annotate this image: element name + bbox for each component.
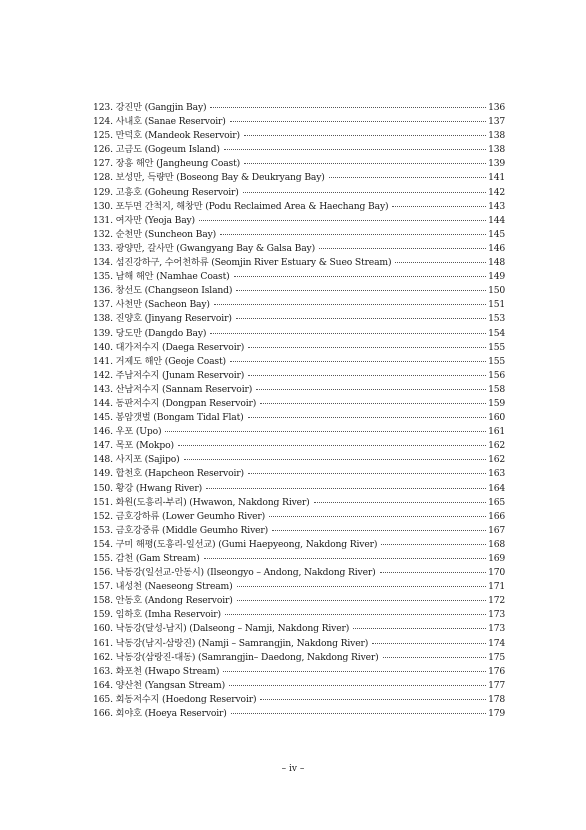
toc-entry-title: 149. 합천호 (Hapcheon Reservoir) — [93, 468, 244, 480]
dot-leader — [260, 699, 486, 700]
toc-entry-title: 148. 사지포 (Sajipo) — [93, 454, 180, 466]
toc-entry[interactable] — [93, 397, 505, 411]
dot-leader — [236, 290, 486, 291]
toc-entry-page-number: 138 — [488, 144, 505, 156]
toc-entry-page-number: 159 — [488, 397, 505, 409]
toc-entry-page-number: 166 — [488, 510, 505, 522]
dot-leader — [178, 445, 486, 446]
toc-entry-title: 159. 임하호 (Imha Reservoir) — [93, 609, 221, 621]
dot-leader — [214, 304, 486, 305]
toc-entry-title: 165. 회동저수지 (Hoedong Reservoir) — [93, 693, 257, 705]
dot-leader — [234, 276, 486, 277]
toc-entry-page-number: 148 — [488, 257, 505, 269]
toc-entry[interactable] — [93, 707, 505, 721]
toc-entry-page-number: 150 — [488, 285, 505, 297]
toc-entry-page-number: 175 — [488, 651, 505, 663]
toc-entry-title: 152. 금호강하류 (Lower Geumho River) — [93, 510, 266, 522]
dot-leader — [223, 671, 486, 672]
dot-leader — [244, 163, 486, 164]
toc-entry-title: 154. 구미 해평(도흥리-일선교) (Gumi Haepyeong, Nakdong River) — [93, 538, 378, 550]
toc-entry-title: 124. 사내호 (Sanae Reservoir) — [93, 116, 226, 128]
toc-entry[interactable] — [93, 411, 505, 425]
dot-leader — [230, 361, 486, 362]
toc-entry-page-number: 146 — [488, 242, 505, 254]
toc-entry-title: 162. 낙동강(삼랑진-대동) (Samrangjin– Daedong, Nakdong River) — [93, 651, 379, 663]
toc-entry[interactable] — [93, 510, 505, 524]
toc-entry-title: 137. 사천만 (Sacheon Bay) — [93, 299, 210, 311]
page-number: – iv – — [281, 764, 305, 774]
toc-entry[interactable] — [93, 383, 505, 397]
toc-entry-title: 157. 내성천 (Naeseong Stream) — [93, 581, 233, 593]
dot-leader — [380, 572, 486, 573]
toc-entry[interactable] — [93, 214, 505, 228]
dot-leader — [260, 403, 486, 404]
toc-entry[interactable] — [93, 524, 505, 538]
toc-entry-page-number: 161 — [488, 426, 505, 438]
dot-leader — [199, 220, 486, 221]
toc-entry[interactable] — [93, 200, 505, 214]
toc-entry-title: 138. 진양호 (Jinyang Reservoir) — [93, 313, 232, 325]
toc-entry-page-number: 155 — [488, 355, 505, 367]
dot-leader — [269, 516, 486, 517]
toc-entry-page-number: 178 — [488, 693, 505, 705]
dot-leader — [210, 333, 486, 334]
dot-leader — [248, 375, 486, 376]
toc-entry[interactable] — [93, 143, 505, 157]
toc-entry-title: 156. 낙동강(일선교-안동시) (Ilseongyo – Andong, Nakdong River) — [93, 567, 376, 579]
toc-entry-page-number: 170 — [488, 567, 505, 579]
toc-entry-page-number: 173 — [488, 609, 505, 621]
toc-entry-page-number: 144 — [488, 214, 505, 226]
dot-leader — [220, 234, 486, 235]
toc-entry[interactable] — [93, 439, 505, 453]
toc-entry[interactable] — [93, 622, 505, 636]
toc-entry-page-number: 136 — [488, 102, 505, 113]
toc-entry[interactable] — [93, 171, 505, 185]
dot-leader — [248, 473, 486, 474]
toc-entry-title: 133. 광양만, 갈사만 (Gwangyang Bay & Galsa Bay) — [93, 242, 315, 254]
toc-entry-title: 140. 대가저수지 (Daega Reservoir) — [93, 341, 245, 353]
toc-entry-title: 129. 고흥호 (Goheung Reservoir) — [93, 186, 239, 198]
toc-entry[interactable] — [93, 129, 505, 143]
toc-entry[interactable] — [93, 482, 505, 496]
toc-entry[interactable] — [93, 679, 505, 693]
toc-entry-title: 132. 순천만 (Suncheon Bay) — [93, 228, 217, 240]
toc-entry-title: 135. 남해 해안 (Namhae Coast) — [93, 271, 230, 283]
toc-entry-title: 144. 동판저수지 (Dongpan Reservoir) — [93, 397, 257, 409]
toc-entry[interactable] — [93, 256, 505, 270]
toc-entry-title: 164. 양산천 (Yangsan Stream) — [93, 679, 226, 691]
dot-leader — [395, 262, 486, 263]
toc-entry[interactable] — [93, 453, 505, 467]
toc-entry-page-number: 154 — [488, 327, 505, 339]
toc-entry-title: 130. 포두면 간척지, 해창만 (Podu Reclaimed Area & Haechang Bay) — [93, 200, 389, 212]
toc-entry-title: 143. 산남저수지 (Sannam Reservoir) — [93, 383, 253, 395]
toc-entry[interactable] — [93, 355, 505, 369]
toc-entry[interactable] — [93, 157, 505, 171]
dot-leader — [392, 206, 486, 207]
toc-entry-page-number: 139 — [488, 158, 505, 170]
toc-entry[interactable] — [93, 496, 505, 510]
toc-entry-page-number: 169 — [488, 553, 505, 564]
dot-leader — [383, 657, 486, 658]
toc-entry-title: 136. 창선도 (Changseon Island) — [93, 285, 233, 297]
toc-entry[interactable] — [93, 228, 505, 242]
dot-leader — [381, 544, 486, 545]
toc-entry-title: 155. 감천 (Gam Stream) — [93, 553, 200, 564]
toc-entry-page-number: 174 — [488, 637, 505, 649]
dot-leader — [248, 417, 486, 418]
dot-leader — [230, 121, 486, 122]
toc-entry-page-number: 160 — [488, 412, 505, 424]
toc-entry-page-number: 167 — [488, 524, 505, 536]
toc-entry-page-number: 145 — [488, 228, 505, 240]
toc-entry[interactable] — [93, 693, 505, 707]
dot-leader — [206, 488, 486, 489]
toc-entry[interactable] — [93, 270, 505, 284]
toc-entry[interactable] — [93, 242, 505, 256]
toc-entry[interactable] — [93, 312, 505, 326]
toc-entry-page-number: 176 — [488, 665, 505, 677]
dot-leader — [229, 685, 486, 686]
toc-entry-title: 151. 화원(도흥리-부리) (Hwawon, Nakdong River) — [93, 496, 310, 508]
dot-leader — [210, 107, 486, 108]
toc-entry-page-number: 168 — [488, 538, 505, 550]
toc-entry-page-number: 138 — [488, 130, 505, 142]
toc-entry[interactable] — [93, 467, 505, 481]
toc-entry-title: 160. 낙동강(달성-남지) (Dalseong – Namji, Nakdong River) — [93, 623, 350, 635]
toc-entry-title: 125. 만덕호 (Mandeok Reservoir) — [93, 130, 240, 142]
toc-entry[interactable] — [93, 327, 505, 341]
toc-entry[interactable] — [93, 552, 505, 566]
toc-entry-page-number: 162 — [488, 454, 505, 466]
toc-entry-title: 131. 여자만 (Yeoja Bay) — [93, 214, 195, 226]
toc-entry-title: 161. 낙동강(남지-삼랑진) (Namji – Samrangjin, Nakdong River) — [93, 637, 369, 649]
toc-entry-title: 142. 주남저수지 (Junam Reservoir) — [93, 369, 245, 381]
dot-leader — [329, 177, 486, 178]
dot-leader — [314, 502, 486, 503]
toc-entry-title: 127. 장흥 해안 (Jangheung Coast) — [93, 158, 241, 170]
toc-entry-title: 158. 안동호 (Andong Reservoir) — [93, 595, 233, 607]
dot-leader — [319, 248, 486, 249]
toc-entry[interactable] — [93, 580, 505, 594]
toc-entry[interactable] — [93, 566, 505, 580]
dot-leader — [165, 431, 486, 432]
dot-leader — [272, 530, 486, 531]
toc-entry-title: 145. 봉암갯벌 (Bongam Tidal Flat) — [93, 412, 244, 424]
toc-entry-page-number: 156 — [488, 369, 505, 381]
dot-leader — [231, 713, 486, 714]
toc-entry-title: 153. 금호강중류 (Middle Geumho River) — [93, 524, 269, 536]
dot-leader — [236, 318, 486, 319]
toc-entry[interactable] — [93, 538, 505, 552]
toc-entry-title: 147. 목포 (Mokpo) — [93, 440, 174, 452]
dot-leader — [237, 600, 486, 601]
toc-entry-page-number: 142 — [488, 186, 505, 198]
toc-entry-page-number: 179 — [488, 708, 505, 720]
toc-entry-title: 128. 보성만, 득량만 (Boseong Bay & Deukryang Bay) — [93, 172, 325, 184]
toc-entry-page-number: 163 — [488, 468, 505, 480]
toc-entry[interactable] — [93, 651, 505, 665]
toc-entry-page-number: 164 — [488, 482, 505, 494]
dot-leader — [237, 586, 487, 587]
toc-entry[interactable] — [93, 637, 505, 651]
toc-entry[interactable] — [93, 298, 505, 312]
toc-entry-page-number: 153 — [488, 313, 505, 325]
toc-entry-page-number: 149 — [488, 271, 505, 283]
toc-entry[interactable] — [93, 608, 505, 622]
toc-entry[interactable] — [93, 665, 505, 679]
toc-entry-page-number: 158 — [488, 383, 505, 395]
dot-leader — [184, 459, 487, 460]
toc-entry[interactable] — [93, 101, 505, 115]
toc-entry-title: 139. 당도만 (Dangdo Bay) — [93, 327, 207, 339]
dot-leader — [353, 628, 486, 629]
toc-entry-page-number: 141 — [488, 172, 505, 184]
toc-entry-page-number: 137 — [488, 116, 505, 128]
toc-entry-page-number: 162 — [488, 440, 505, 452]
toc-entry-title: 141. 거제도 해안 (Geoje Coast) — [93, 355, 226, 367]
toc-entry[interactable] — [93, 369, 505, 383]
dot-leader — [256, 389, 486, 390]
toc-entry-title: 134. 섬진강하구, 수어천하류 (Seomjin River Estuary & Sueo Stream) — [93, 257, 392, 269]
toc-entry-title: 146. 우포 (Upo) — [93, 426, 162, 438]
dot-leader — [243, 192, 486, 193]
dot-leader — [225, 614, 486, 615]
toc-entry-page-number: 151 — [488, 299, 505, 311]
dot-leader — [204, 558, 486, 559]
toc-entry[interactable] — [93, 284, 505, 298]
toc-entry-title: 150. 황강 (Hwang River) — [93, 482, 203, 494]
toc-entry[interactable] — [93, 425, 505, 439]
dot-leader — [224, 149, 486, 150]
toc-entry[interactable] — [93, 594, 505, 608]
toc-entry[interactable] — [93, 115, 505, 129]
toc-entry-page-number: 171 — [488, 581, 505, 593]
toc-entry-page-number: 165 — [488, 496, 505, 508]
table-of-contents — [93, 101, 505, 721]
toc-entry-page-number: 173 — [488, 623, 505, 635]
toc-entry-page-number: 172 — [488, 595, 505, 607]
toc-entry[interactable] — [93, 341, 505, 355]
dot-leader — [372, 643, 486, 644]
toc-entry[interactable] — [93, 186, 505, 200]
toc-entry-title: 163. 화포천 (Hwapo Stream) — [93, 665, 220, 677]
toc-entry-page-number: 155 — [488, 341, 505, 353]
toc-entry-page-number: 143 — [488, 200, 505, 212]
toc-entry-title: 126. 고금도 (Gogeum Island) — [93, 144, 220, 156]
toc-entry-title: 123. 강진만 (Gangjin Bay) — [93, 102, 207, 113]
toc-entry-title: 166. 회야호 (Hoeya Reservoir) — [93, 708, 227, 720]
toc-entry-page-number: 177 — [488, 679, 505, 691]
dot-leader — [244, 135, 486, 136]
dot-leader — [248, 347, 486, 348]
